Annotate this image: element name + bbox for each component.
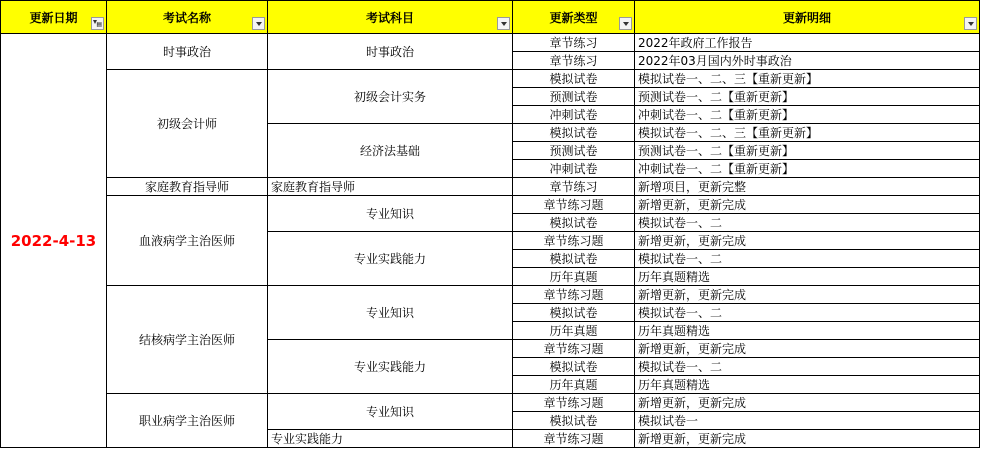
exam-name-cell[interactable]: 家庭教育指导师 bbox=[107, 178, 268, 196]
header-update-detail[interactable] bbox=[635, 1, 980, 34]
header-update-date-label: 更新日期 bbox=[29, 10, 78, 25]
update-detail-cell[interactable]: 模拟试卷一、二 bbox=[635, 250, 980, 268]
update-type-cell[interactable]: 历年真题 bbox=[513, 322, 635, 340]
header-exam-subject[interactable] bbox=[268, 1, 513, 34]
update-detail-cell[interactable]: 历年真题精选 bbox=[635, 376, 980, 394]
exam-name-cell[interactable]: 血液病学主治医师 bbox=[107, 196, 268, 286]
update-type-cell[interactable]: 历年真题 bbox=[513, 376, 635, 394]
update-detail-cell[interactable]: 冲刺试卷一、二【重新更新】 bbox=[635, 106, 980, 124]
exam-name-cell[interactable]: 初级会计师 bbox=[107, 70, 268, 178]
update-type-cell[interactable]: 模拟试卷 bbox=[513, 250, 635, 268]
update-detail-cell[interactable]: 新增更新，更新完成 bbox=[635, 430, 980, 448]
update-type-cell[interactable]: 冲刺试卷 bbox=[513, 106, 635, 124]
update-detail-cell[interactable]: 新增更新，更新完成 bbox=[635, 196, 980, 214]
update-type-cell[interactable]: 模拟试卷 bbox=[513, 304, 635, 322]
update-detail-cell[interactable]: 新增更新，更新完成 bbox=[635, 286, 980, 304]
header-update-detail-label: 更新明细 bbox=[782, 10, 831, 25]
update-type-cell[interactable]: 预测试卷 bbox=[513, 142, 635, 160]
filter-dropdown-icon[interactable] bbox=[619, 17, 632, 30]
header-exam-name-label: 考试名称 bbox=[162, 10, 211, 25]
update-detail-cell[interactable]: 2022年政府工作报告 bbox=[635, 34, 980, 52]
header-exam-subject-label: 考试科目 bbox=[365, 10, 414, 25]
table-row bbox=[1, 394, 980, 412]
update-detail-cell[interactable]: 模拟试卷一、二、三【重新更新】 bbox=[635, 124, 980, 142]
filter-dropdown-icon[interactable] bbox=[964, 17, 977, 30]
update-detail-cell[interactable]: 冲刺试卷一、二【重新更新】 bbox=[635, 160, 980, 178]
exam-subject-cell[interactable]: 经济法基础 bbox=[268, 124, 513, 178]
update-type-cell[interactable]: 章节练习 bbox=[513, 178, 635, 196]
update-detail-cell[interactable]: 新增项目，更新完整 bbox=[635, 178, 980, 196]
update-date-cell[interactable]: 2022-4-13 bbox=[1, 34, 107, 448]
update-type-cell[interactable]: 章节练习 bbox=[513, 52, 635, 70]
table-row bbox=[1, 196, 980, 214]
exam-name-cell[interactable]: 职业病学主治医师 bbox=[107, 394, 268, 448]
update-detail-cell[interactable]: 新增更新，更新完成 bbox=[635, 394, 980, 412]
header-update-type[interactable] bbox=[513, 1, 635, 34]
update-type-cell[interactable]: 模拟试卷 bbox=[513, 358, 635, 376]
update-type-cell[interactable]: 章节练习题 bbox=[513, 340, 635, 358]
table-row bbox=[1, 34, 980, 52]
exam-subject-cell[interactable]: 专业知识 bbox=[268, 394, 513, 430]
exam-subject-cell[interactable]: 专业实践能力 bbox=[268, 430, 513, 448]
header-row bbox=[1, 1, 980, 34]
update-detail-cell[interactable]: 模拟试卷一、二 bbox=[635, 214, 980, 232]
header-update-date[interactable] bbox=[1, 1, 107, 34]
update-type-cell[interactable]: 模拟试卷 bbox=[513, 124, 635, 142]
exam-subject-cell[interactable]: 家庭教育指导师 bbox=[268, 178, 513, 196]
update-type-cell[interactable]: 章节练习题 bbox=[513, 430, 635, 448]
update-detail-cell[interactable]: 模拟试卷一、二、三【重新更新】 bbox=[635, 70, 980, 88]
exam-subject-cell[interactable]: 专业实践能力 bbox=[268, 340, 513, 394]
table-row bbox=[1, 178, 980, 196]
exam-subject-cell[interactable]: 专业知识 bbox=[268, 286, 513, 340]
exam-name-cell[interactable]: 时事政治 bbox=[107, 34, 268, 70]
filter-active-icon[interactable]: ▤ bbox=[91, 17, 104, 30]
update-type-cell[interactable]: 历年真题 bbox=[513, 268, 635, 286]
exam-subject-cell[interactable]: 专业知识 bbox=[268, 196, 513, 232]
header-exam-name[interactable] bbox=[107, 1, 268, 34]
update-detail-cell[interactable]: 新增更新，更新完成 bbox=[635, 340, 980, 358]
update-detail-cell[interactable]: 历年真题精选 bbox=[635, 268, 980, 286]
header-update-type-label: 更新类型 bbox=[549, 10, 598, 25]
update-detail-cell[interactable]: 模拟试卷一 bbox=[635, 412, 980, 430]
update-detail-cell[interactable]: 2022年03月国内外时事政治 bbox=[635, 52, 980, 70]
update-type-cell[interactable]: 模拟试卷 bbox=[513, 214, 635, 232]
table-row bbox=[1, 286, 980, 304]
update-detail-cell[interactable]: 新增更新，更新完成 bbox=[635, 232, 980, 250]
update-type-cell[interactable]: 章节练习 bbox=[513, 34, 635, 52]
exam-subject-cell[interactable]: 专业实践能力 bbox=[268, 232, 513, 286]
update-type-cell[interactable]: 模拟试卷 bbox=[513, 70, 635, 88]
exam-name-cell[interactable]: 结核病学主治医师 bbox=[107, 286, 268, 394]
filter-dropdown-icon[interactable] bbox=[252, 17, 265, 30]
update-type-cell[interactable]: 章节练习题 bbox=[513, 286, 635, 304]
table-row bbox=[1, 70, 980, 88]
update-detail-cell[interactable]: 历年真题精选 bbox=[635, 322, 980, 340]
exam-subject-cell[interactable]: 初级会计实务 bbox=[268, 70, 513, 124]
exam-subject-cell[interactable]: 时事政治 bbox=[268, 34, 513, 70]
update-type-cell[interactable]: 章节练习题 bbox=[513, 394, 635, 412]
update-type-cell[interactable]: 预测试卷 bbox=[513, 88, 635, 106]
update-detail-cell[interactable]: 预测试卷一、二【重新更新】 bbox=[635, 142, 980, 160]
update-detail-cell[interactable]: 预测试卷一、二【重新更新】 bbox=[635, 88, 980, 106]
update-type-cell[interactable]: 章节练习题 bbox=[513, 232, 635, 250]
update-detail-cell[interactable]: 模拟试卷一、二 bbox=[635, 304, 980, 322]
filter-dropdown-icon[interactable] bbox=[497, 17, 510, 30]
update-type-cell[interactable]: 冲刺试卷 bbox=[513, 160, 635, 178]
update-type-cell[interactable]: 章节练习题 bbox=[513, 196, 635, 214]
update-detail-cell[interactable]: 模拟试卷一、二 bbox=[635, 358, 980, 376]
update-type-cell[interactable]: 模拟试卷 bbox=[513, 412, 635, 430]
